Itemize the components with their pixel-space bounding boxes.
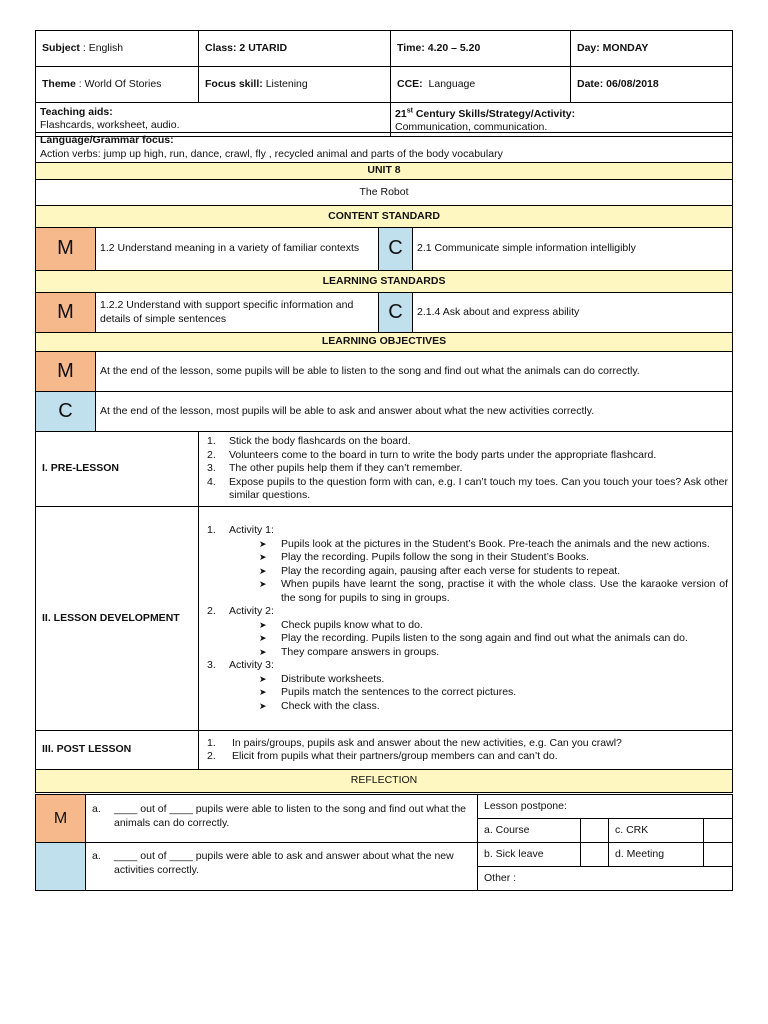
item-text: Expose pupils to the question form with can, e.g. I can’t touch my toes. Can you touch your toes? Ask other similar questions.: [229, 475, 729, 502]
content-c-letter: C: [379, 228, 413, 271]
standards-m-letter: M: [36, 293, 96, 333]
arrowhead-bullet-icon: ➤: [259, 700, 267, 711]
date-cell: [571, 67, 733, 103]
cce-label: CCE:: [397, 77, 423, 90]
standards-c-letter: C: [379, 293, 413, 333]
reflection-m-a: a.: [92, 803, 101, 815]
item-text: Check with the class.: [281, 699, 380, 712]
item-text: Pupils look at the pictures in the Student’s Book. Pre-teach the animals and the new actions.: [281, 537, 710, 550]
unit-title-row: [36, 180, 733, 206]
cce-cell: [391, 67, 571, 103]
focus-cell: [199, 67, 391, 103]
objective-c-text: At the end of the lesson, most pupils will be able to ask and answer about what the new activities correctly.: [96, 392, 733, 432]
cce-value: Language: [428, 77, 476, 90]
content-standard-label: CONTENT STANDARD: [36, 206, 733, 228]
post-lesson-row: [36, 731, 733, 770]
pre-lesson-label: I. PRE-LESSON: [36, 432, 199, 507]
objective-c-row: [36, 392, 733, 432]
theme-label: Theme: [42, 77, 76, 90]
crk-checkbox[interactable]: [704, 819, 733, 843]
item-number: 4.: [207, 475, 216, 488]
list-item: [207, 476, 728, 503]
item-number: 1.: [207, 435, 216, 448]
post-lesson-list: [207, 737, 728, 764]
class-cell: [199, 31, 391, 67]
skills-label-post: Century Skills/Strategy/Activity:: [412, 107, 576, 120]
crk-label: c. CRK: [609, 819, 704, 843]
item-number: 1.: [207, 736, 216, 749]
item-text: Elicit from pupils what their partners/group members can and can’t do.: [232, 750, 558, 762]
arrowhead-bullet-icon: ➤: [259, 552, 267, 562]
item-text: Play the recording. Pupils follow the song in their Student’s Books.: [281, 551, 589, 563]
class-text: Class: 2 UTARID: [205, 41, 288, 54]
reflection-c-text: ____ out of ____ pupils were able to ask and answer about what the new activities correctly.: [114, 850, 454, 876]
item-number: 2.: [207, 448, 216, 461]
list-item: [259, 700, 728, 714]
item-text: Play the recording. Pupils listen to the song again and find out what the animals can do.: [281, 632, 688, 644]
skills-label: [395, 108, 575, 120]
aids-row: [36, 103, 733, 137]
reflection-table: [35, 794, 733, 891]
item-number: 2.: [207, 605, 216, 617]
reflection-m-text: ____ out of ____ pupils were able to listen to the song and find out what the animals can do correctly.: [114, 803, 467, 829]
activity-1: [207, 524, 728, 605]
reflection-m-content: [86, 795, 478, 843]
unit-title: The Robot: [36, 180, 733, 206]
skills-cell: [391, 103, 733, 137]
list-item: [207, 435, 728, 449]
meeting-checkbox[interactable]: [704, 843, 733, 867]
item-text: Play the recording again, pausing after each verse for students to repeat.: [281, 564, 621, 577]
item-number: 2.: [207, 750, 216, 762]
item-number: 1.: [207, 524, 216, 536]
list-item: [207, 462, 728, 476]
unit-row: [36, 163, 733, 180]
objective-m-row: [36, 352, 733, 392]
objective-m-letter: M: [36, 352, 96, 392]
day-cell: [571, 31, 733, 67]
teaching-aids-label: Teaching aids:: [40, 105, 113, 118]
list-item: [259, 565, 728, 579]
reflection-row-3: [36, 843, 733, 867]
content-standard-header-row: [36, 206, 733, 228]
grammar-value: Action verbs: jump up high, run, dance, crawl, fly , recycled animal and parts of the body vocabulary: [40, 147, 503, 160]
teaching-aids-cell: [36, 103, 391, 137]
time-text: Time: 4.20 – 5.20: [397, 41, 481, 54]
objective-m-text: At the end of the lesson, some pupils will be able to listen to the song and find out what the animals can do correctly.: [96, 352, 733, 392]
reflection-c-a: a.: [92, 850, 101, 862]
arrowhead-bullet-icon: ➤: [259, 687, 267, 697]
content-standard-row: [36, 228, 733, 271]
list-item: [259, 619, 728, 633]
pre-lesson-content: [199, 432, 733, 507]
content-m-letter: M: [36, 228, 96, 271]
header-row-2: [36, 67, 733, 103]
item-text: The other pupils help them if they can’t remember.: [229, 462, 463, 475]
list-item: [259, 673, 728, 687]
arrowhead-bullet-icon: ➤: [259, 565, 267, 576]
standards-c-text: 2.1.4 Ask about and express ability: [413, 293, 733, 333]
day-text: Day: MONDAY: [577, 41, 649, 54]
other-label[interactable]: Other :: [478, 867, 733, 891]
item-text: Volunteers come to the board in turn to write the body parts under the appropriate flashcard.: [229, 448, 657, 461]
post-lesson-label: III. POST LESSON: [36, 731, 199, 770]
item-number: 3.: [207, 462, 216, 475]
arrowhead-bullet-icon: ➤: [259, 538, 267, 549]
objectives-header-row: [36, 333, 733, 352]
item-text: In pairs/groups, pupils ask and answer about the new activities, e.g. Can you crawl?: [232, 736, 622, 749]
theme-value: : World Of Stories: [78, 77, 162, 90]
item-text: Stick the body flashcards on the board.: [229, 435, 411, 448]
course-checkbox[interactable]: [581, 819, 609, 843]
list-item: [207, 737, 728, 751]
standards-m-text: 1.2.2 Understand with support specific information and details of simple sentences: [96, 293, 379, 333]
pre-lesson-list: [207, 435, 728, 503]
focus-value: Listening: [265, 77, 308, 90]
list-item: [259, 578, 728, 605]
course-label: a. Course: [478, 819, 581, 843]
arrowhead-bullet-icon: ➤: [259, 579, 267, 589]
arrowhead-bullet-icon: ➤: [259, 619, 267, 630]
date-text: Date: 06/08/2018: [577, 77, 659, 90]
lesson-development-label: II. LESSON DEVELOPMENT: [36, 507, 199, 731]
subject-cell: [36, 31, 199, 67]
reflection-c-cell: [36, 843, 86, 891]
activity-3-steps: [229, 673, 728, 714]
reflection-row-1: [36, 795, 733, 819]
activity-title: Activity 3:: [229, 659, 274, 671]
grammar-label: Language/Grammar focus:: [40, 134, 174, 146]
lesson-development-content: [199, 507, 733, 731]
activities-list: [207, 524, 728, 713]
skills-label-sup: st: [406, 107, 413, 114]
activity-3: [207, 659, 728, 713]
reflection-c-content: [86, 843, 478, 891]
subject-label: Subject: [42, 41, 80, 54]
learning-standards-row: [36, 293, 733, 333]
item-text: Pupils match the sentences to the correct pictures.: [281, 686, 517, 698]
arrowhead-bullet-icon: ➤: [259, 633, 267, 643]
main-table: [35, 132, 733, 793]
teaching-aids-value: Flashcards, worksheet, audio.: [40, 119, 180, 132]
item-text: Check pupils know what to do.: [281, 618, 423, 631]
lesson-development-row: [36, 507, 733, 731]
objectives-label: LEARNING OBJECTIVES: [36, 333, 733, 352]
sick-leave-checkbox[interactable]: [581, 843, 609, 867]
reflection-m-letter: M: [36, 795, 86, 843]
item-text: Distribute worksheets.: [281, 672, 385, 685]
arrowhead-bullet-icon: ➤: [259, 673, 267, 684]
list-item: [259, 551, 728, 565]
item-text: They compare answers in groups.: [281, 645, 440, 658]
activity-2: [207, 605, 728, 659]
lesson-postpone-label: Lesson postpone:: [478, 795, 733, 819]
unit-label: UNIT 8: [36, 163, 733, 180]
list-item: [259, 538, 728, 552]
learning-standards-label: LEARNING STANDARDS: [36, 271, 733, 293]
list-item: [207, 449, 728, 463]
sick-leave-label: b. Sick leave: [478, 843, 581, 867]
item-text: When pupils have learnt the song, practise it with the whole class. Use the karaoke version of the song for pupils to sing in groups.: [281, 578, 729, 604]
learning-standards-header-row: [36, 271, 733, 293]
subject-value: : English: [82, 41, 124, 54]
content-m-text: 1.2 Understand meaning in a variety of familiar contexts: [96, 228, 379, 271]
skills-value: Communication, communication.: [395, 121, 548, 133]
reflection-header-row: [36, 770, 733, 793]
activity-title: Activity 2:: [229, 605, 274, 617]
activity-1-steps: [229, 538, 728, 606]
arrowhead-bullet-icon: ➤: [259, 646, 267, 657]
objective-c-letter: C: [36, 392, 96, 432]
theme-cell: [36, 67, 199, 103]
pre-lesson-row: [36, 432, 733, 507]
meeting-label: d. Meeting: [609, 843, 704, 867]
focus-label: Focus skill:: [205, 77, 263, 90]
activity-2-steps: [229, 619, 728, 660]
grammar-cell: [36, 133, 733, 163]
content-c-text: 2.1 Communicate simple information intelligibly: [413, 228, 733, 271]
activity-title: Activity 1:: [229, 524, 274, 536]
grammar-row: [36, 133, 733, 163]
list-item: [259, 646, 728, 660]
list-item: [259, 632, 728, 646]
reflection-label: REFLECTION: [36, 770, 733, 793]
header-table: [35, 30, 733, 103]
header-row-1: [36, 31, 733, 67]
list-item: [207, 750, 728, 764]
time-cell: [391, 31, 571, 67]
item-number: 3.: [207, 659, 216, 671]
skills-label-pre: 21: [395, 107, 407, 120]
post-lesson-content: [199, 731, 733, 770]
list-item: [259, 686, 728, 700]
